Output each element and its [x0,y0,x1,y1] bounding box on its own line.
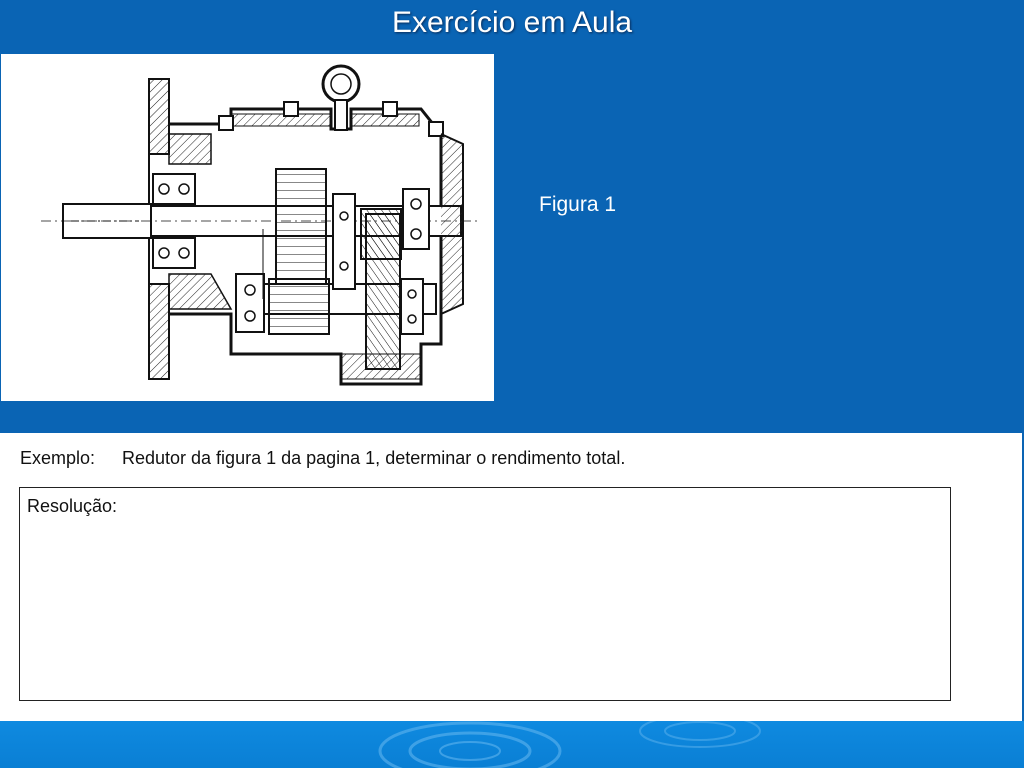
gearbox-drawing [1,54,494,401]
footer-band [0,721,1024,768]
resolution-label: Resolução: [27,496,118,516]
resolution-box [19,487,951,701]
exercise-panel [0,433,1022,721]
figure-caption: Figura 1 [539,193,617,216]
example-statement [20,448,625,469]
example-text: Redutor da figura 1 da pagina 1, determinar o rendimento total. [122,448,626,468]
slide-title: Exercício em Aula [391,6,633,39]
example-label: Exemplo: [20,448,96,468]
water-ripple-decoration [0,721,1024,768]
